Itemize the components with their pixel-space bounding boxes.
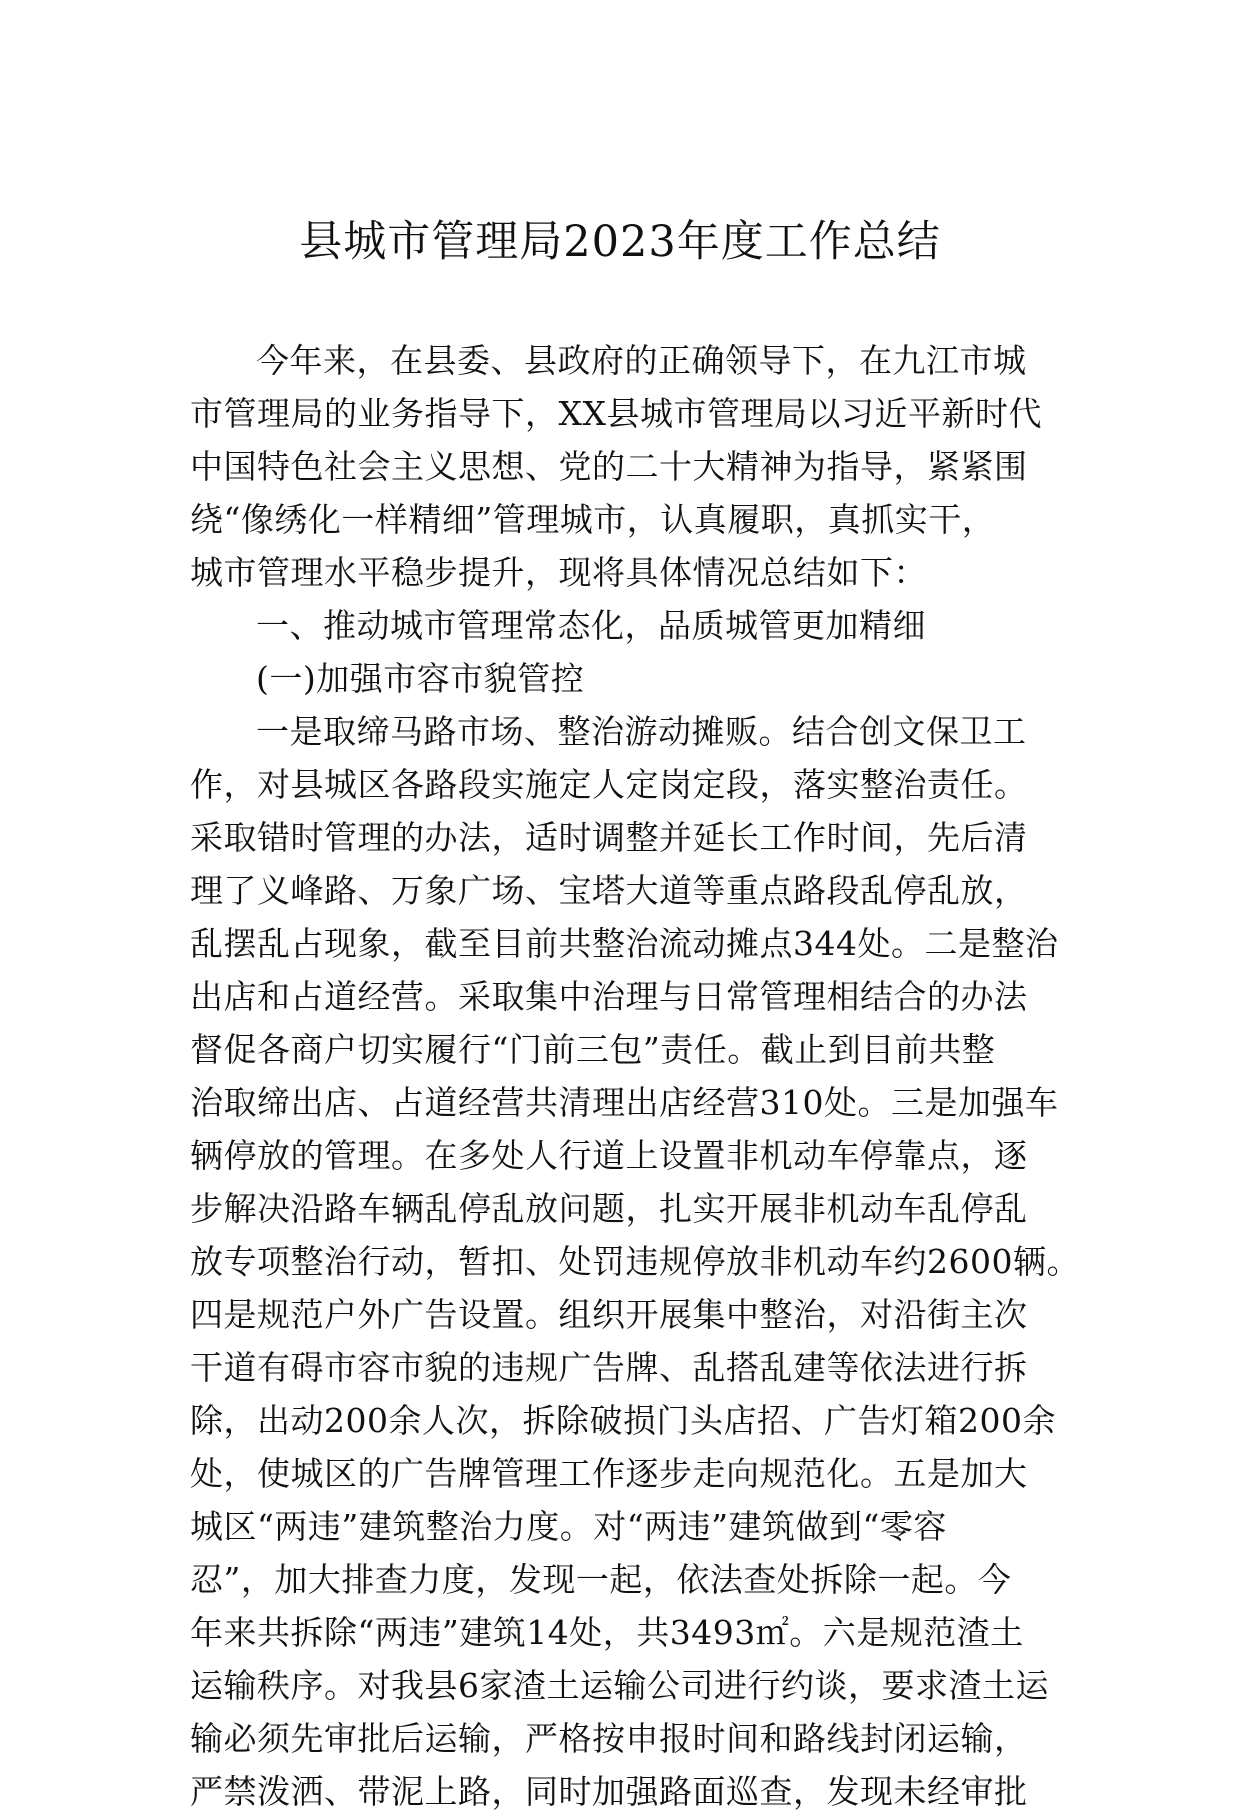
text-line: 绕“像绣化一样精细”管理城市，认真履职，真抓实干， — [190, 500, 996, 539]
text-line: 理了义峰路、万象广场、宝塔大道等重点路段乱停乱放， — [190, 871, 1028, 910]
text-line: 出店和占道经营。采取集中治理与日常管理相结合的办法 — [190, 977, 1028, 1016]
text-line: 忍”，加大排查力度，发现一起，依法查处拆除一起。今 — [190, 1560, 1012, 1599]
text-line: 城市管理水平稳步提升，现将具体情况总结如下： — [190, 553, 927, 592]
text-line: 输必须先审批后运输，严格按申报时间和路线封闭运输， — [190, 1719, 1028, 1758]
text-line: 市管理局的业务指导下，XX县城市管理局以习近平新时代 — [190, 394, 1042, 433]
text-line: 今年来，在县委、县政府的正确领导下，在九江市城 — [256, 341, 1027, 380]
text-line: 处，使城区的广告牌管理工作逐步走向规范化。五是加大 — [190, 1454, 1028, 1493]
text-line: 运输秩序。对我县6家渣土运输公司进行约谈，要求渣土运 — [190, 1666, 1049, 1705]
text-line: 乱摆乱占现象，截至目前共整治流动摊点344处。二是整治 — [190, 924, 1059, 963]
text-line: 干道有碍市容市貌的违规广告牌、乱搭乱建等依法进行拆 — [190, 1348, 1028, 1387]
text-line: 步解决沿路车辆乱停乱放问题，扎实开展非机动车乱停乱 — [190, 1189, 1028, 1228]
text-line: 治取缔出店、占道经营共清理出店经营310处。三是加强车 — [190, 1083, 1059, 1122]
document-title: 县城市管理局2023年度工作总结 — [299, 217, 941, 267]
text-line: 城区“两违”建筑整治力度。对“两违”建筑做到“零容 — [190, 1507, 947, 1546]
text-line: 年来共拆除“两违”建筑14处，共3493㎡。六是规范渣土 — [190, 1613, 1024, 1652]
text-line: 放专项整治行动，暂扣、处罚违规停放非机动车约2600辆。 — [190, 1242, 1080, 1281]
document-body — [190, 334, 1080, 1818]
text-line: 一是取缔马路市场、整治游动摊贩。结合创文保卫工 — [256, 712, 1027, 751]
text-line: 作，对县城区各路段实施定人定岗定段，落实整治责任。 — [190, 765, 1028, 804]
text-line: 督促各商户切实履行“门前三包”责任。截止到目前共整 — [190, 1030, 996, 1069]
text-line: 除，出动200余人次，拆除破损门头店招、广告灯箱200余 — [190, 1401, 1056, 1440]
text-line: 中国特色社会主义思想、党的二十大精神为指导，紧紧围 — [190, 447, 1028, 486]
text-line: 四是规范户外广告设置。组织开展集中整治，对沿街主次 — [190, 1295, 1028, 1334]
text-line: 采取错时管理的办法，适时调整并延长工作时间，先后清 — [190, 818, 1028, 857]
section-heading: 一、推动城市管理常态化，品质城管更加精细 — [256, 606, 926, 645]
text-line: 辆停放的管理。在多处人行道上设置非机动车停靠点，逐 — [190, 1136, 1028, 1175]
subsection-heading: (一)加强市容市貌管控 — [256, 659, 585, 698]
text-line: 严禁泼洒、带泥上路，同时加强路面巡查，发现未经审批 — [190, 1772, 1028, 1811]
